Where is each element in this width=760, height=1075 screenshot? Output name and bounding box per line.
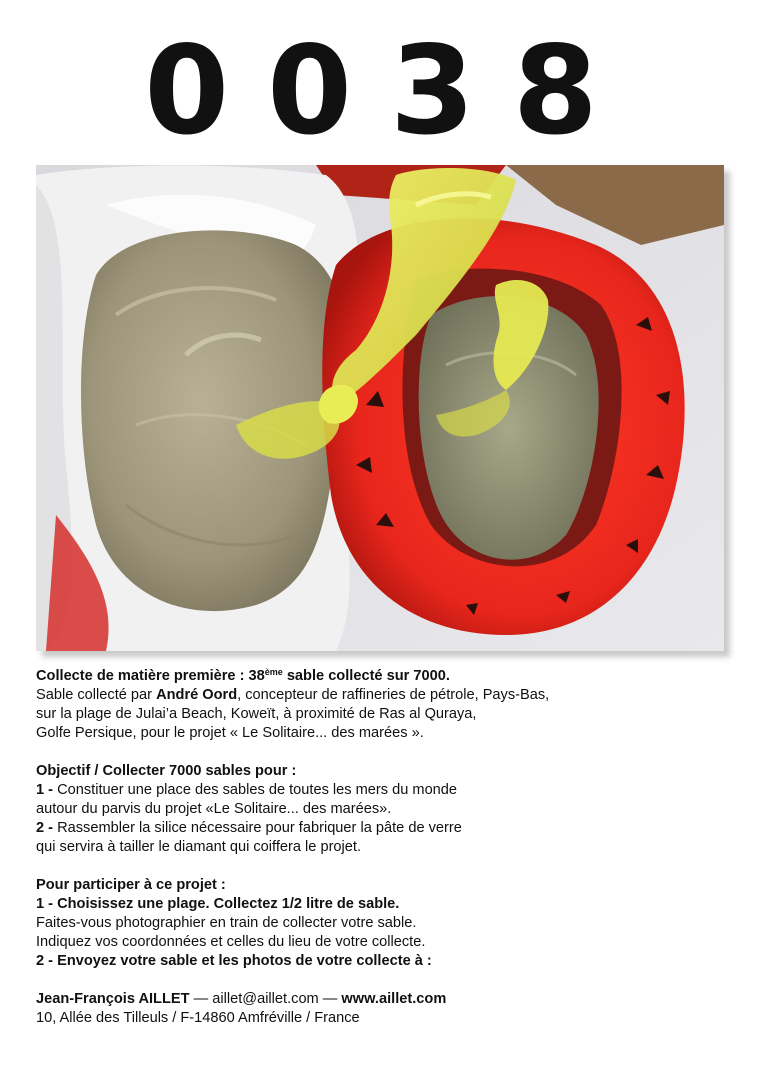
contact-website[interactable]: www.aillet.com (341, 991, 447, 1007)
participate-line-2: Indiquez vos coordonnées et celles du lieu de votre collecte. (36, 934, 426, 950)
participate-step-1: 1 - Choisissez une plage. Collectez 1/2 litre de sable. (36, 896, 400, 912)
objective-item-1-cont: autour du parvis du projet «Le Solitaire... des marées». (36, 801, 392, 817)
intro-line-1: Sable collecté par André Oord, concepteur de raffineries de pétrole, Pays-Bas, (36, 687, 550, 703)
contact-email[interactable]: aillet@aillet.com (212, 991, 319, 1007)
objective-heading: Objectif / Collecter 7000 sables pour : (36, 763, 297, 779)
participate-heading: Pour participer à ce projet : (36, 877, 226, 893)
contact-address: 10, Allée des Tilleuls / F-14860 Amfréville / France (36, 1010, 360, 1026)
objective-item-1: 1 - Constituer une place des sables de toutes les mers du monde (36, 782, 458, 798)
collection-number: 0038 (144, 20, 636, 162)
participate-line-1: Faites-vous photographier en train de collecter votre sable. (36, 915, 417, 931)
intro-line-3: Golfe Persique, pour le projet « Le Solitaire... des marées ». (36, 725, 424, 741)
contact-name: Jean-François AILLET (36, 991, 190, 1007)
sand-bags-photo (36, 165, 724, 651)
contact-line: Jean-François AILLET — aillet@aillet.com — www.aillet.com (36, 991, 447, 1007)
description-text (36, 667, 726, 1028)
objective-item-2-cont: qui servira à tailler le diamant qui coiffera le projet. (36, 839, 362, 855)
participate-step-2: 2 - Envoyez votre sable et les photos de votre collecte à : (36, 953, 432, 969)
intro-heading: Collecte de matière première : 38ème sable collecté sur 7000. (36, 667, 450, 684)
objective-item-2: 2 - Rassembler la silice nécessaire pour fabriquer la pâte de verre (36, 820, 462, 836)
collector-name: André Oord (156, 687, 238, 703)
sand-photo (36, 165, 724, 651)
intro-line-2: sur la plage de Julai’a Beach, Koweït, à proximité de Ras al Quraya, (36, 706, 477, 722)
